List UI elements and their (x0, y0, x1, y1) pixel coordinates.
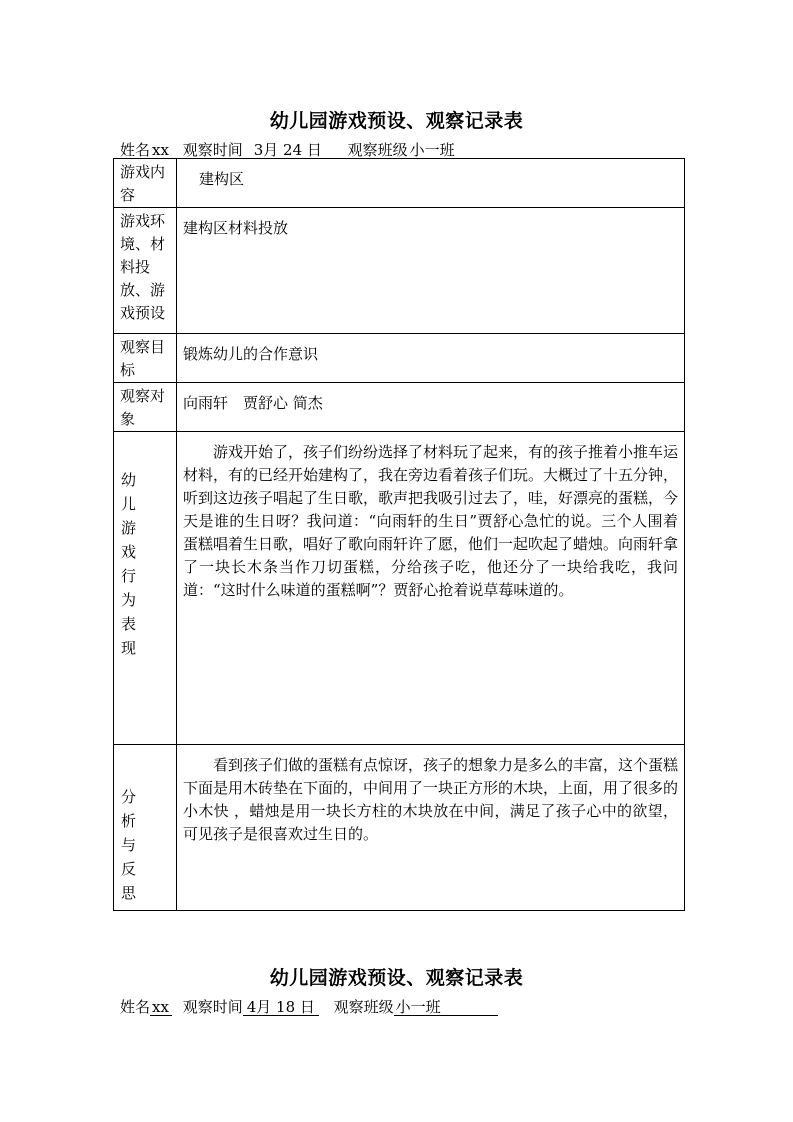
target-label: 观察对象 (114, 383, 177, 432)
time-value: 3月 24 日 (243, 143, 333, 159)
time-label-2: 观察时间 (182, 998, 243, 1016)
class-value: 小一班 (408, 143, 512, 159)
class-label-2: 观察班级 (333, 998, 394, 1016)
page-title-2: 幼儿园游戏预设、观察记录表 (269, 967, 524, 989)
name-label: 姓名 (120, 141, 151, 159)
analysis-paragraph: 看到孩子们做的蛋糕有点惊讶，孩子的想象力是多么的丰富，这个蛋糕下面是用木砖垫在下面的，中间用了一块正方形的木块，上面，用了很多的小木快 ，蜡烛是用一块长方柱的木块放在中间，满足了孩子心中的欲望，可见孩子是很喜欢过生日的。 (183, 756, 679, 843)
page-title: 幼儿园游戏预设、观察记录表 (269, 110, 524, 132)
table-row-behavior (114, 432, 685, 745)
behavior-value (177, 432, 685, 745)
name-label-2: 姓名 (120, 998, 151, 1016)
observation-table (113, 158, 685, 911)
target-value: 向雨轩 贾舒心 简杰 (177, 383, 685, 432)
content-value: 建构区 (177, 159, 685, 208)
goal-label: 观察目标 (114, 334, 177, 383)
content-label: 游戏内容 (114, 159, 177, 208)
environment-value: 建构区材料投放 (177, 208, 685, 334)
table-row-analysis (114, 745, 685, 911)
class-value-2: 小一班 (394, 1000, 498, 1016)
class-label: 观察班级 (347, 141, 408, 159)
table-row-target (114, 383, 685, 432)
behavior-paragraph: 游戏开始了，孩子们纷纷选择了材料玩了起来，有的孩子推着小推车运材料，有的已经开始建构了，我在旁边看着孩子们玩。大概过了十五分钟，听到这边孩子唱起了生日歌，歌声把我吸引过去了，哇，好漂亮的蛋糕，今天是谁的生日呀？我问道：“向雨轩的生日”贾舒心急忙的说。三个人围着蛋糕唱着生日歌，唱好了歌向雨轩许了愿，他们一起吹起了蜡烛。向雨轩拿了一块长木条当作刀切蛋糕，分给孩子吃，他还分了一块给我吃，我问道：“这时什么味道的蛋糕啊”？贾舒心抢着说草莓味道的。 (183, 443, 679, 599)
name-value-2: xx (150, 1000, 172, 1016)
record-info-line-2 (120, 996, 498, 1017)
table-row-environment (114, 208, 685, 334)
name-value: xx (150, 143, 172, 159)
time-value-2: 4月 18 日 (243, 1000, 319, 1016)
goal-value: 锻炼幼儿的合作意识 (177, 334, 685, 383)
analysis-label: 分析与反思 (114, 745, 177, 911)
record-info-line (120, 139, 512, 160)
table-row-goal (114, 334, 685, 383)
table-row-content (114, 159, 685, 208)
environment-label: 游戏环境、材料投放、游戏预设 (114, 208, 177, 334)
behavior-label: 幼儿游戏行为表现 (114, 432, 177, 745)
analysis-value (177, 745, 685, 911)
time-label: 观察时间 (182, 141, 243, 159)
